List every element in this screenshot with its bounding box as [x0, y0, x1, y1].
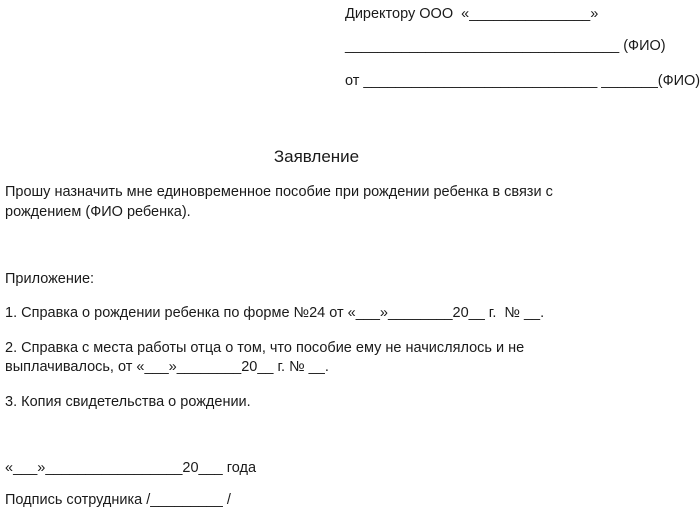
document-title: Заявление [273, 147, 360, 166]
header-from-line: от _____________________________ _______(ФИО) [345, 73, 700, 89]
date-line: «___»_________________20___ года [5, 460, 257, 476]
body-text-line-1: Прошу назначить мне единовременное пособие при рождении ребенка в связи с [5, 184, 553, 200]
header-director-line: Директору ООО «_______________» [345, 6, 599, 22]
attachment-item-3: 3. Копия свидетельства о рождении. [5, 394, 251, 410]
body-text-line-2: рождением (ФИО ребенка). [5, 204, 191, 220]
signature-line: Подпись сотрудника /_________ / [5, 492, 231, 508]
attachment-item-2-line-2: выплачивалось, от «___»________20__ г. № __. [5, 359, 329, 375]
attachments-label: Приложение: [5, 271, 95, 287]
attachment-item-1: 1. Справка о рождении ребенка по форме №24 от «___»________20__ г. № __. [5, 305, 545, 321]
header-fio-line: __________________________________ (ФИО) [345, 38, 666, 54]
attachment-item-2-line-1: 2. Справка с места работы отца о том, что пособие ему не начислялось и не [5, 340, 525, 356]
